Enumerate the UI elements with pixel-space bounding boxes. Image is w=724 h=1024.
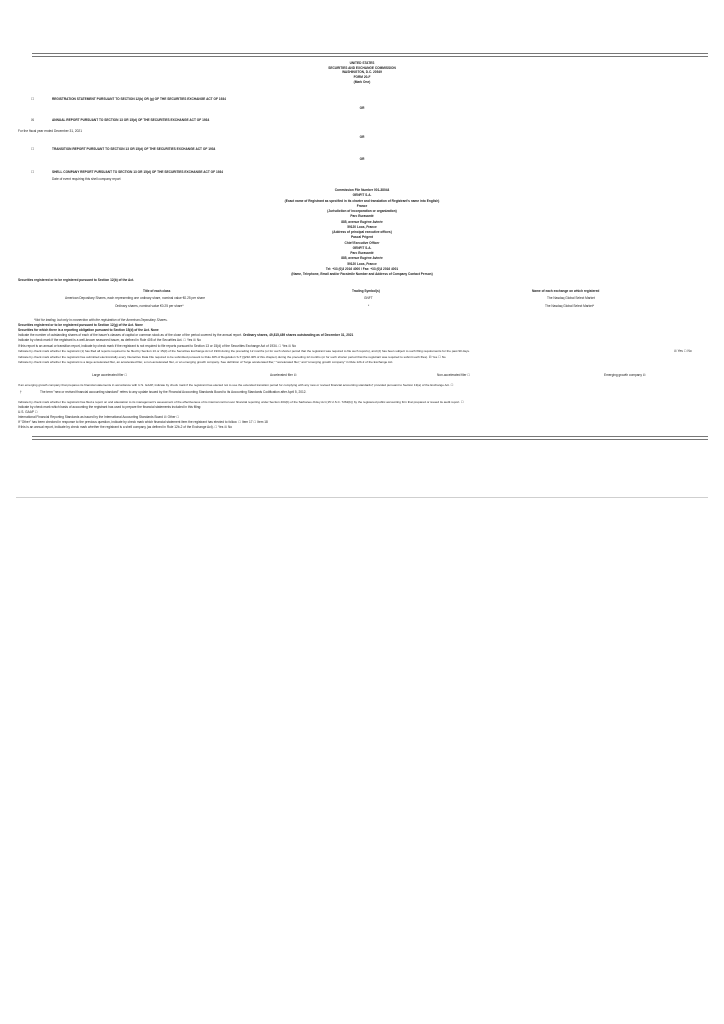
or-separator: OR bbox=[359, 135, 365, 139]
bottom-rule-2 bbox=[32, 439, 708, 440]
transition-report-checkbox: ☐ bbox=[31, 147, 35, 151]
emerging-growth-company: Emerging growth company ☒ bbox=[604, 373, 646, 377]
filer-type-line: Indicate by check mark whether the registrant is a large accelerated filer, an accelerated filer, a non-accelerated filer, or an emerging growth company. See definition of "large accelerated filer," "accelerated filer," and "emerging growth company" in Rule 12b-2 of the Exchange Act. bbox=[18, 360, 394, 364]
table-cell-title: Ordinary shares, nominal value €0.25 per share* bbox=[115, 304, 184, 308]
dagger-mark: † bbox=[20, 390, 22, 394]
annual-report-checkbox: ☒ bbox=[31, 118, 35, 122]
company-line: Chief Executive Officer bbox=[344, 240, 380, 245]
table-cell-title: American Depositary Shares, each representing one ordinary share, nominal value €0.25 per share bbox=[65, 296, 205, 300]
filed-reports-answer: ☒ Yes ☐ No bbox=[674, 349, 692, 353]
outstanding-shares-line bbox=[18, 333, 353, 338]
table-cell-symbol: GNFT bbox=[364, 296, 373, 300]
commission-file-number: Commission File Number 001-38044 bbox=[334, 188, 390, 192]
header-line: WASHINGTON, D.C. 20549 bbox=[342, 70, 382, 75]
registration-checkbox: ☐ bbox=[31, 97, 35, 101]
bottom-rule-1 bbox=[32, 436, 708, 437]
company-line: Parc Eurasanté bbox=[350, 251, 374, 255]
header-line: FORM 20-F bbox=[353, 74, 371, 79]
egc-transition-line: If an emerging growth company that prepares its financial statements in accordance with U.S. GAAP, indicate by check mark if the registrant has elected not to use the extended transition period for complying with any new or revised financial accounting standards† provided pursuant to Section 13(a) of the Exchange Act. ☐ bbox=[18, 383, 454, 387]
table-cell-symbol: * bbox=[368, 304, 370, 308]
interactive-data-line: Indicate by check mark whether the registrant has submitted electronically every Interactive Data File required to be submitted pursuant to Rule 405 of Regulation S-T (§232.405 of this chapter) during the preceding 12 months (or for such shorter period that the registrant was required to submit such files). ☒ Yes ☐ No bbox=[18, 355, 446, 359]
registrant-name: GENFIT S.A. bbox=[352, 193, 372, 198]
column-header-exchange: Name of each exchange on which registered bbox=[532, 289, 600, 293]
or-separator: OR bbox=[359, 157, 365, 161]
company-line: Parc Eurasanté bbox=[350, 214, 374, 219]
attestation-line: Indicate by check mark whether the registrant has filed a report on and attestation to its management's assessment of the effectiveness of its internal control over financial reporting under Section 404(b) of the Sarbanes-Oxley Act (15 U.S.C. 7262(b)) by the registered public accounting firm that prepared or issued its audit report. ☐ bbox=[18, 400, 464, 404]
top-rule-2 bbox=[32, 56, 708, 57]
company-line: (Address of principal executive offices) bbox=[332, 230, 392, 234]
ads-footnote: *Not for trading, but only in connection with the registration of the American Depositary Shares. bbox=[34, 318, 168, 322]
shell-company-checkbox: ☐ bbox=[31, 170, 35, 174]
non-accelerated-filer: Non-accelerated filer ☐ bbox=[437, 373, 471, 377]
ifrs-option: International Financial Reporting Standards as issued by the International Accounting Standards Board ☒ Other ☐ bbox=[18, 415, 180, 419]
page-break-line bbox=[16, 497, 708, 498]
shell-event-date: Date of event requiring this shell company report bbox=[52, 177, 121, 181]
company-line: 885, avenue Eugène Avinée bbox=[341, 256, 383, 261]
company-line: 59120 Loos, France bbox=[347, 224, 377, 229]
header-line: UNITED STATES bbox=[349, 61, 375, 65]
accounting-basis-line: Indicate by check mark which basis of accounting the registrant has used to prepare the financial statements included in this filing: bbox=[18, 405, 202, 409]
company-line: (Exact name of Registrant as specified in its charter and translation of Registrant's name into English) bbox=[284, 198, 440, 203]
annual-report-label: ANNUAL REPORT PURSUANT TO SECTION 13 OR 15(d) OF THE SECURITIES EXCHANGE ACT OF 1934 bbox=[52, 118, 210, 122]
company-line: GENFIT S.A. bbox=[352, 245, 372, 250]
top-rule-1 bbox=[32, 53, 708, 54]
shell-company-label: SHELL COMPANY REPORT PURSUANT TO SECTION 13 OR 15(d) OF THE SECURITIES EXCHANGE ACT OF 1934 bbox=[52, 170, 224, 174]
company-line: France bbox=[356, 203, 368, 208]
header-line: (Mark One) bbox=[353, 79, 371, 84]
section-12g-line: Securities registered or to be registered pursuant to Section 12(g) of the Act. None bbox=[18, 323, 143, 327]
form-header bbox=[0, 61, 724, 84]
company-line: 885, avenue Eugène Avinée bbox=[341, 219, 383, 224]
outstanding-shares-value: Ordinary shares, 49,815,489 shares outstanding as of December 31, 2021 bbox=[242, 333, 354, 337]
header-line: SECURITIES AND EXCHANGE COMMISSION bbox=[328, 65, 396, 70]
company-line: (Name, Telephone, Email and/or Facsimile Number and Address of Company Contact Person) bbox=[291, 272, 433, 276]
transition-report-label: TRANSITION REPORT PURSUANT TO SECTION 13 OR 15(d) OF THE SECURITIES EXCHANGE ACT OF 1934 bbox=[52, 147, 216, 151]
column-header-title: Title of each class bbox=[143, 289, 171, 293]
company-line: 59120 Loos, France bbox=[347, 261, 377, 266]
us-gaap-option: U.S. GAAP ☐ bbox=[18, 410, 38, 414]
company-info-block bbox=[0, 188, 724, 277]
company-line: (Jurisdiction of incorporation or organization) bbox=[327, 209, 397, 213]
filed-reports-text: Indicate by check mark whether the registrant (1) has filed all reports required to be filed by Section 13 or 15(d) of the Securities Exchange Act of 1934 during the preceding 12 months (or for such shorter period that the registrant was required to file such reports), and (2) has been subject to such filing requirements for the past 90 days. bbox=[18, 349, 470, 353]
registration-statement-label: REGISTRATION STATEMENT PURSUANT TO SECTION 12(b) OR (g) OF THE SECURITIES EXCHANGE ACT OF 1934 bbox=[52, 97, 226, 101]
section-12b-heading: Securities registered or to be registered pursuant to Section 12(b) of the Act. bbox=[18, 278, 135, 282]
large-accelerated-filer: Large accelerated filer ☐ bbox=[92, 373, 128, 377]
company-line: Tel: +33 (0)3 2016 4000 / Fax: +33 (0)3 2016 4001 bbox=[325, 266, 399, 271]
table-cell-exchange: The Nasdaq Global Select Market bbox=[547, 296, 595, 300]
or-separator: OR bbox=[359, 106, 365, 110]
reporting-requirement-line: If this report is an annual or transition report, indicate by check mark if the registrant is not required to file reports pursuant to Section 13 or 15(d) of the Securities Exchange Act of 1934. ☐ Yes ☒ No bbox=[18, 344, 297, 348]
dagger-footnote: The term "new or revised financial accounting standard" refers to any update issued by the Financial Accounting Standards Board to its Accounting Standards Codification after April 5, 2012. bbox=[40, 390, 307, 394]
other-item-line: If "Other" has been checked in response to the previous question, indicate by check mark which financial statement item the registrant has elected to follow. ☐ Item 17 ☐ Item 18 bbox=[18, 420, 268, 424]
outstanding-shares-prompt: Indicate the number of outstanding shares of each of the issuer's classes of capital or common stock as of the close of the period covered by the annual report. bbox=[18, 333, 243, 337]
table-cell-exchange: The Nasdaq Global Select Market* bbox=[545, 304, 595, 308]
shell-company-check-line: If this is an annual report, indicate by check mark whether the registrant is a shell company (as defined in Rule 12b-2 of the Exchange Act). ☐ Yes ☒ No bbox=[18, 425, 233, 429]
filed-reports-line bbox=[18, 349, 708, 354]
column-header-symbol: Trading Symbol(s) bbox=[352, 289, 380, 293]
seasoned-issuer-line: Indicate by check mark if the registrant is a well-known seasoned issuer, as defined in Rule 405 of the Securities Act. ☐ Yes ☒ No bbox=[18, 338, 201, 342]
accelerated-filer: Accelerated filer ☒ bbox=[270, 373, 297, 377]
section-15d-line: Securities for which there is a reporting obligation pursuant to Section 15(d) of the Act. None bbox=[18, 328, 159, 332]
company-line: Pascal Prigent bbox=[351, 235, 373, 240]
fiscal-year-text: For the fiscal year ended December 31, 2021 bbox=[18, 129, 82, 133]
